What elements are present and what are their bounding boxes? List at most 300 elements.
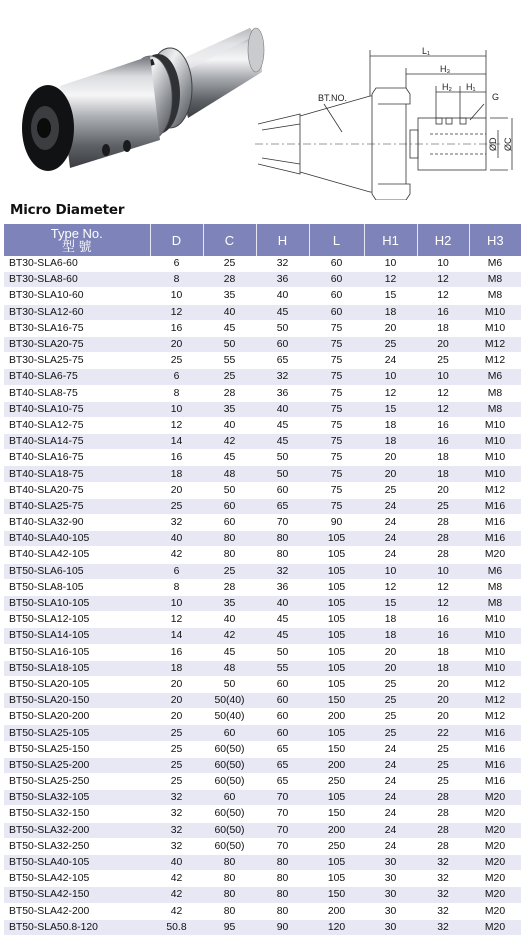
cell-h3: M10	[469, 417, 521, 433]
cell-h: 55	[256, 660, 309, 676]
cell-h3: M12	[469, 693, 521, 709]
cell-h: 60	[256, 336, 309, 352]
cell-d: 20	[150, 336, 203, 352]
cell-type-no: BT40-SLA12-75	[4, 417, 150, 433]
cell-d: 12	[150, 304, 203, 320]
cell-h: 80	[256, 547, 309, 563]
cell-c: 50	[203, 676, 256, 692]
cell-h2: 18	[417, 660, 469, 676]
cell-d: 8	[150, 385, 203, 401]
cell-type-no: BT30-SLA16-75	[4, 320, 150, 336]
cell-h2: 16	[417, 417, 469, 433]
cell-type-no: BT30-SLA25-75	[4, 353, 150, 369]
cell-h: 45	[256, 417, 309, 433]
table-row	[4, 838, 521, 854]
cell-h1: 20	[364, 320, 417, 336]
cell-type-no: BT50-SLA25-250	[4, 774, 150, 790]
cell-d: 32	[150, 790, 203, 806]
h1-label: H₁	[466, 82, 476, 92]
cell-h: 36	[256, 385, 309, 401]
cell-c: 42	[203, 434, 256, 450]
cell-l: 75	[309, 385, 364, 401]
cell-h2: 16	[417, 612, 469, 628]
col-header-h2: H2	[417, 224, 469, 256]
cell-h1: 25	[364, 482, 417, 498]
cell-type-no: BT50-SLA6-105	[4, 563, 150, 579]
cell-l: 105	[309, 854, 364, 870]
table-row	[4, 563, 521, 579]
cell-c: 80	[203, 547, 256, 563]
cell-l: 60	[309, 256, 364, 272]
cell-c: 60	[203, 515, 256, 531]
cell-h2: 18	[417, 644, 469, 660]
cell-type-no: BT50-SLA20-150	[4, 693, 150, 709]
table-row	[4, 450, 521, 466]
table-row	[4, 417, 521, 433]
cell-h2: 28	[417, 531, 469, 547]
cell-h1: 25	[364, 693, 417, 709]
cell-type-no: BT50-SLA16-105	[4, 644, 150, 660]
cell-l: 105	[309, 531, 364, 547]
cell-h2: 12	[417, 272, 469, 288]
cell-h1: 20	[364, 660, 417, 676]
cell-h3: M10	[469, 450, 521, 466]
cell-h: 90	[256, 919, 309, 935]
cell-type-no: BT50-SLA8-105	[4, 579, 150, 595]
table-header-row	[4, 224, 521, 256]
cell-l: 105	[309, 725, 364, 741]
cell-h3: M20	[469, 547, 521, 563]
cell-l: 60	[309, 304, 364, 320]
table-row	[4, 854, 521, 870]
cell-l: 105	[309, 660, 364, 676]
cell-c: 50(40)	[203, 709, 256, 725]
cell-c: 28	[203, 385, 256, 401]
cell-l: 75	[309, 434, 364, 450]
table-row	[4, 757, 521, 773]
cell-h2: 16	[417, 434, 469, 450]
cell-d: 50.8	[150, 919, 203, 935]
cell-c: 35	[203, 401, 256, 417]
cell-h2: 28	[417, 790, 469, 806]
product-figure	[0, 0, 524, 200]
cell-l: 150	[309, 693, 364, 709]
table-row	[4, 644, 521, 660]
cell-h: 40	[256, 288, 309, 304]
cell-c: 50	[203, 336, 256, 352]
cell-d: 20	[150, 676, 203, 692]
cell-type-no: BT50-SLA25-150	[4, 741, 150, 757]
cell-h1: 10	[364, 256, 417, 272]
cell-l: 75	[309, 401, 364, 417]
cell-h2: 32	[417, 871, 469, 887]
cell-h3: M20	[469, 854, 521, 870]
cell-h3: M8	[469, 288, 521, 304]
table-row	[4, 919, 521, 935]
cell-c: 35	[203, 288, 256, 304]
cell-h1: 24	[364, 498, 417, 514]
cell-c: 28	[203, 579, 256, 595]
cell-h2: 18	[417, 320, 469, 336]
cell-h: 40	[256, 401, 309, 417]
cell-d: 42	[150, 903, 203, 919]
cell-l: 200	[309, 822, 364, 838]
cell-l: 120	[309, 919, 364, 935]
table-row	[4, 871, 521, 887]
cell-h2: 28	[417, 822, 469, 838]
cell-l: 200	[309, 903, 364, 919]
cell-h1: 20	[364, 644, 417, 660]
cell-h2: 10	[417, 369, 469, 385]
cell-h3: M10	[469, 644, 521, 660]
cell-l: 105	[309, 612, 364, 628]
cell-h3: M20	[469, 838, 521, 854]
cell-h: 60	[256, 709, 309, 725]
cell-l: 105	[309, 547, 364, 563]
cell-l: 75	[309, 466, 364, 482]
cell-h: 32	[256, 369, 309, 385]
cell-d: 6	[150, 369, 203, 385]
cell-type-no: BT50-SLA14-105	[4, 628, 150, 644]
table-row	[4, 288, 521, 304]
cell-h1: 25	[364, 725, 417, 741]
cell-d: 40	[150, 854, 203, 870]
cell-d: 32	[150, 822, 203, 838]
cell-h2: 20	[417, 709, 469, 725]
table-row	[4, 369, 521, 385]
cell-h3: M8	[469, 385, 521, 401]
cell-h: 45	[256, 304, 309, 320]
table-row	[4, 304, 521, 320]
cell-d: 25	[150, 774, 203, 790]
cell-d: 10	[150, 401, 203, 417]
cell-h2: 12	[417, 385, 469, 401]
cell-c: 48	[203, 466, 256, 482]
cell-c: 60	[203, 790, 256, 806]
table-row	[4, 709, 521, 725]
cell-h1: 18	[364, 434, 417, 450]
cell-h: 65	[256, 757, 309, 773]
cell-h: 45	[256, 612, 309, 628]
cell-d: 18	[150, 660, 203, 676]
cell-h1: 24	[364, 515, 417, 531]
cell-h2: 32	[417, 919, 469, 935]
cell-l: 75	[309, 320, 364, 336]
cell-d: 32	[150, 515, 203, 531]
cell-c: 80	[203, 854, 256, 870]
table-row	[4, 790, 521, 806]
cell-h1: 24	[364, 806, 417, 822]
cell-h2: 18	[417, 450, 469, 466]
table-row	[4, 806, 521, 822]
cell-h1: 25	[364, 676, 417, 692]
cell-h3: M12	[469, 482, 521, 498]
cell-l: 75	[309, 482, 364, 498]
cell-d: 25	[150, 741, 203, 757]
cell-c: 50	[203, 482, 256, 498]
cell-d: 42	[150, 871, 203, 887]
cell-h3: M10	[469, 434, 521, 450]
cell-h1: 15	[364, 288, 417, 304]
cell-d: 20	[150, 709, 203, 725]
cell-c: 60(50)	[203, 806, 256, 822]
cell-type-no: BT50-SLA42-105	[4, 871, 150, 887]
cell-h3: M6	[469, 369, 521, 385]
cell-type-no: BT50-SLA18-105	[4, 660, 150, 676]
cell-type-no: BT50-SLA42-200	[4, 903, 150, 919]
cell-h3: M16	[469, 757, 521, 773]
cell-h1: 24	[364, 547, 417, 563]
cell-type-no: BT50-SLA20-105	[4, 676, 150, 692]
cell-h: 60	[256, 482, 309, 498]
g-label: G	[492, 92, 500, 102]
cell-h: 70	[256, 822, 309, 838]
cell-type-no: BT50-SLA50.8-120	[4, 919, 150, 935]
cell-h1: 30	[364, 903, 417, 919]
table-row	[4, 531, 521, 547]
cell-h: 50	[256, 320, 309, 336]
cell-type-no: BT40-SLA6-75	[4, 369, 150, 385]
cell-h1: 18	[364, 417, 417, 433]
table-row	[4, 515, 521, 531]
cell-l: 105	[309, 628, 364, 644]
cell-d: 12	[150, 612, 203, 628]
cell-h2: 28	[417, 838, 469, 854]
cell-c: 95	[203, 919, 256, 935]
cell-h2: 20	[417, 482, 469, 498]
cell-h2: 25	[417, 498, 469, 514]
section-title: Micro Diameter	[10, 202, 125, 218]
col-header-type	[4, 224, 150, 256]
cell-h3: M12	[469, 709, 521, 725]
cell-type-no: BT40-SLA25-75	[4, 498, 150, 514]
cell-d: 20	[150, 693, 203, 709]
table-row	[4, 482, 521, 498]
h2-label: H₂	[442, 82, 452, 92]
table-row	[4, 385, 521, 401]
cell-h1: 20	[364, 466, 417, 482]
cell-type-no: BT50-SLA40-105	[4, 854, 150, 870]
cell-d: 42	[150, 887, 203, 903]
spec-table	[4, 224, 521, 936]
table-row	[4, 725, 521, 741]
cell-type-no: BT50-SLA12-105	[4, 612, 150, 628]
cell-type-no: BT40-SLA18-75	[4, 466, 150, 482]
cell-h1: 30	[364, 887, 417, 903]
cell-h: 70	[256, 806, 309, 822]
cell-h2: 28	[417, 806, 469, 822]
table-row	[4, 612, 521, 628]
technical-drawing	[255, 50, 512, 200]
table-row	[4, 628, 521, 644]
cell-l: 75	[309, 369, 364, 385]
cell-c: 80	[203, 887, 256, 903]
cell-h3: M20	[469, 903, 521, 919]
table-row	[4, 676, 521, 692]
cell-l: 200	[309, 757, 364, 773]
table-row	[4, 774, 521, 790]
cell-h1: 15	[364, 401, 417, 417]
cell-h2: 20	[417, 676, 469, 692]
cell-h: 80	[256, 887, 309, 903]
col-header-type-zh: 型 號	[61, 239, 92, 254]
col-header-l: L	[309, 224, 364, 256]
cell-h: 70	[256, 790, 309, 806]
cell-l: 105	[309, 563, 364, 579]
cell-l: 105	[309, 790, 364, 806]
cell-l: 105	[309, 579, 364, 595]
cell-h2: 20	[417, 336, 469, 352]
cell-h2: 10	[417, 563, 469, 579]
cell-d: 6	[150, 256, 203, 272]
cell-type-no: BT40-SLA20-75	[4, 482, 150, 498]
cell-h2: 16	[417, 628, 469, 644]
cell-h3: M8	[469, 272, 521, 288]
table-row	[4, 272, 521, 288]
cell-h1: 12	[364, 579, 417, 595]
cell-l: 150	[309, 887, 364, 903]
col-header-h: H	[256, 224, 309, 256]
col-header-d: D	[150, 224, 203, 256]
cell-h1: 24	[364, 822, 417, 838]
cell-c: 25	[203, 256, 256, 272]
cell-h1: 24	[364, 838, 417, 854]
cell-d: 16	[150, 320, 203, 336]
cell-d: 18	[150, 466, 203, 482]
cell-d: 12	[150, 417, 203, 433]
cell-c: 42	[203, 628, 256, 644]
cell-h3: M12	[469, 353, 521, 369]
cell-l: 75	[309, 353, 364, 369]
cell-h3: M16	[469, 725, 521, 741]
table-row	[4, 498, 521, 514]
cell-h2: 20	[417, 693, 469, 709]
cell-type-no: BT50-SLA32-200	[4, 822, 150, 838]
table-row	[4, 256, 521, 272]
cell-l: 200	[309, 709, 364, 725]
cell-c: 60(50)	[203, 741, 256, 757]
cell-type-no: BT40-SLA8-75	[4, 385, 150, 401]
table-row	[4, 401, 521, 417]
cell-type-no: BT30-SLA20-75	[4, 336, 150, 352]
cell-h2: 12	[417, 288, 469, 304]
cell-l: 90	[309, 515, 364, 531]
cell-h3: M10	[469, 466, 521, 482]
cell-h: 32	[256, 256, 309, 272]
cell-h3: M16	[469, 774, 521, 790]
cell-c: 60	[203, 498, 256, 514]
cell-c: 48	[203, 660, 256, 676]
cell-h3: M10	[469, 660, 521, 676]
cell-h2: 25	[417, 757, 469, 773]
cell-h: 65	[256, 774, 309, 790]
cell-l: 105	[309, 676, 364, 692]
cell-d: 10	[150, 288, 203, 304]
cell-h: 60	[256, 676, 309, 692]
cell-h: 65	[256, 498, 309, 514]
col-header-h3: H3	[469, 224, 521, 256]
cell-h: 45	[256, 628, 309, 644]
cell-c: 60(50)	[203, 757, 256, 773]
cell-l: 60	[309, 272, 364, 288]
cell-h: 36	[256, 579, 309, 595]
cell-h2: 10	[417, 256, 469, 272]
cell-h: 80	[256, 854, 309, 870]
cell-d: 42	[150, 547, 203, 563]
cell-h1: 30	[364, 854, 417, 870]
cell-h2: 18	[417, 466, 469, 482]
cell-d: 25	[150, 757, 203, 773]
table-row	[4, 660, 521, 676]
cell-h3: M20	[469, 871, 521, 887]
cell-c: 28	[203, 272, 256, 288]
cell-l: 250	[309, 838, 364, 854]
cell-h1: 18	[364, 628, 417, 644]
cell-h3: M10	[469, 612, 521, 628]
cell-c: 60(50)	[203, 838, 256, 854]
table-row	[4, 903, 521, 919]
cell-h: 70	[256, 515, 309, 531]
cell-h3: M12	[469, 676, 521, 692]
cell-l: 75	[309, 450, 364, 466]
d-dim-label: ØD	[488, 137, 498, 151]
cell-l: 250	[309, 774, 364, 790]
table-row	[4, 336, 521, 352]
cell-h1: 24	[364, 757, 417, 773]
cell-l: 150	[309, 741, 364, 757]
cell-d: 25	[150, 498, 203, 514]
cell-c: 80	[203, 871, 256, 887]
product-figure-area	[0, 0, 524, 200]
cell-c: 60(50)	[203, 822, 256, 838]
table-row	[4, 693, 521, 709]
cell-d: 14	[150, 628, 203, 644]
cell-h1: 30	[364, 919, 417, 935]
cell-h3: M10	[469, 320, 521, 336]
table-row	[4, 320, 521, 336]
cell-c: 45	[203, 644, 256, 660]
cell-h: 70	[256, 838, 309, 854]
cell-c: 25	[203, 369, 256, 385]
cell-h3: M16	[469, 741, 521, 757]
cell-h1: 18	[364, 304, 417, 320]
cell-type-no: BT40-SLA40-105	[4, 531, 150, 547]
cell-h1: 10	[364, 369, 417, 385]
cell-h1: 24	[364, 774, 417, 790]
cell-h3: M20	[469, 790, 521, 806]
cell-l: 105	[309, 595, 364, 611]
cell-c: 45	[203, 320, 256, 336]
cell-type-no: BT50-SLA10-105	[4, 595, 150, 611]
cell-c: 45	[203, 450, 256, 466]
table-row	[4, 822, 521, 838]
table-body	[4, 256, 521, 935]
cell-h1: 10	[364, 563, 417, 579]
cell-c: 60(50)	[203, 774, 256, 790]
cell-type-no: BT30-SLA10-60	[4, 288, 150, 304]
cell-type-no: BT50-SLA32-250	[4, 838, 150, 854]
cell-h2: 12	[417, 401, 469, 417]
cell-type-no: BT50-SLA20-200	[4, 709, 150, 725]
cell-h: 60	[256, 693, 309, 709]
cell-h: 40	[256, 595, 309, 611]
cell-h1: 24	[364, 790, 417, 806]
cell-h1: 20	[364, 450, 417, 466]
cell-h3: M16	[469, 498, 521, 514]
cell-h2: 28	[417, 515, 469, 531]
cell-d: 32	[150, 806, 203, 822]
cell-h3: M6	[469, 256, 521, 272]
